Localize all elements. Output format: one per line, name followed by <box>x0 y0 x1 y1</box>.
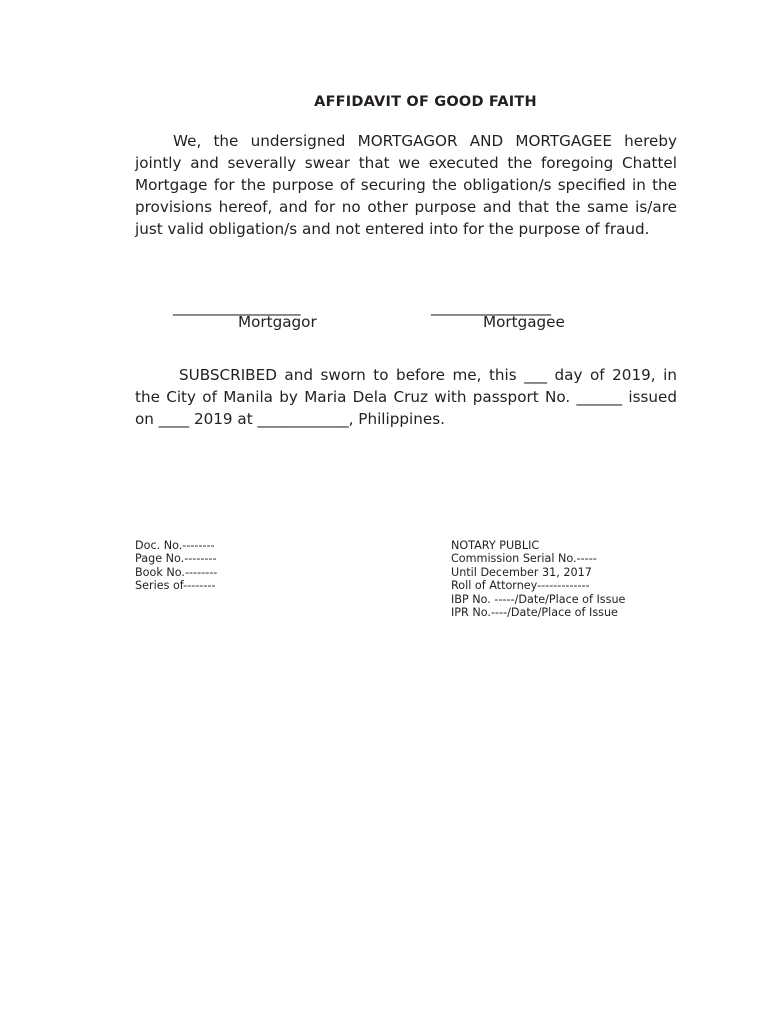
jurat-paragraph <box>135 364 677 430</box>
ipr-no: IPR No.----/Date/Place of Issue <box>451 605 618 619</box>
roll-of-attorney: Roll of Attorney------------- <box>451 579 590 593</box>
mortgagor-label: Mortgagor <box>238 313 317 331</box>
oath-text: We, the undersigned MORTGAGOR AND MORTGAGEE hereby jointly and severally swear that we executed the foregoing Chattel Mortgage for the purpose of securing the obligation/s specified in the provisions hereof, and for no other purpose and that the same is/are just valid obligation/s and not entered into for the purpose of fraud. <box>135 132 677 238</box>
doc-no: Doc. No.-------- <box>135 539 215 552</box>
document-title: AFFIDAVIT OF GOOD FAITH <box>314 94 537 110</box>
mortgagee-label: Mortgagee <box>483 313 565 331</box>
mortgagee-signature-line: ________________ <box>431 298 551 316</box>
series-of: Series of-------- <box>135 579 216 593</box>
book-no: Book No.-------- <box>135 565 218 579</box>
notary-public-heading: NOTARY PUBLIC <box>451 539 540 552</box>
mortgagor-signature-line: _________________ <box>173 298 301 316</box>
jurat-text: SUBSCRIBED and sworn to before me, this ___ day of 2019, in the City of Manila by Maria Dela Cruz with passport No. ______ issued on ____ 2019 at ____________, Philippines. <box>135 366 677 428</box>
commission-serial-no: Commission Serial No.----- <box>451 552 597 566</box>
page-no: Page No.-------- <box>135 552 217 566</box>
notary-docket-block <box>135 539 217 593</box>
ibp-no: IBP No. -----/Date/Place of Issue <box>451 592 626 606</box>
oath-paragraph <box>135 130 677 240</box>
notary-details-block <box>451 539 625 619</box>
commission-until: Until December 31, 2017 <box>451 565 592 579</box>
